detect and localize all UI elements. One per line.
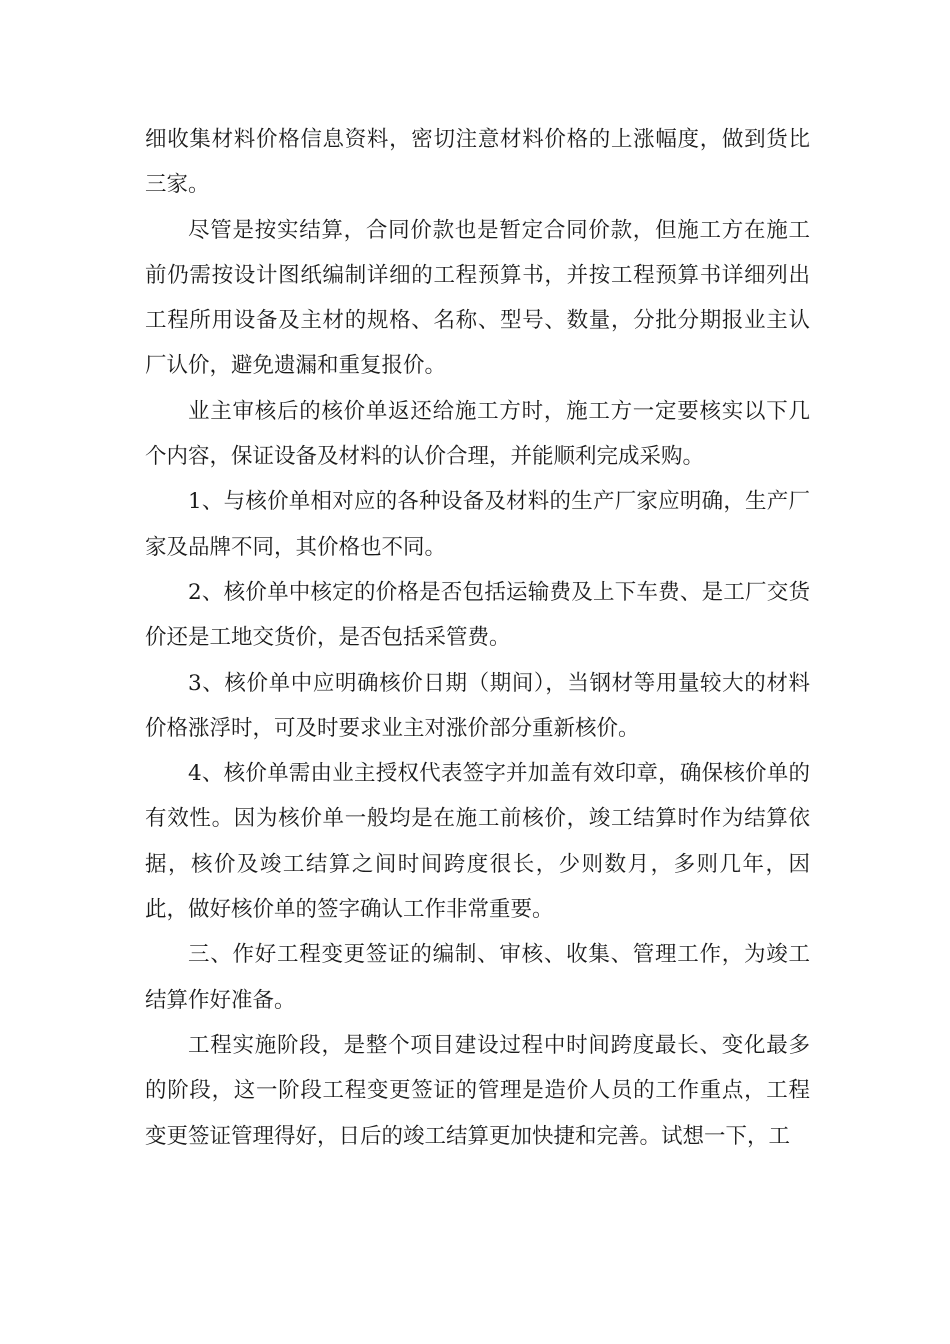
paragraph-implementation: 工程实施阶段，是整个项目建设过程中时间跨度最长、变化最多的阶段，这一阶段工程变更签证的管理是造价人员的工作重点，工程变更签证管理得好，日后的竣工结算更加快捷和完善。试想一下，工	[145, 1032, 810, 1149]
list-item-1: 1、与核价单相对应的各种设备及材料的生产厂家应明确，生产厂家及品牌不同，其价格也不同。	[145, 489, 810, 560]
list-item-2: 2、核价单中核定的价格是否包括运输费及上下车费、是工厂交货价还是工地交货价，是否包括采管费。	[145, 579, 810, 651]
paragraph-continuation: 细收集材料价格信息资料，密切注意材料价格的上涨幅度，做到货比三家。	[145, 127, 810, 198]
paragraph-owner-review: 业主审核后的核价单返还给施工方时，施工方一定要核实以下几个内容，保证设备及材料的认价合理，并能顺利完成采购。	[145, 398, 810, 470]
paragraph-settlement: 尽管是按实结算，合同价款也是暂定合同价款，但施工方在施工前仍需按设计图纸编制详细的工程预算书，并按工程预算书详细列出工程所用设备及主材的规格、名称、型号、数量，分批分期报业主认厂认价，避免遗漏和重复报价。	[145, 217, 810, 379]
document-body	[145, 117, 810, 1159]
list-item-4: 4、核价单需由业主授权代表签字并加盖有效印章，确保核价单的有效性。因为核价单一般均是在施工前核价，竣工结算时作为结算依据，核价及竣工结算之间时间跨度很长，少则数月，多则几年，因此，做好核价单的签字确认工作非常重要。	[145, 761, 810, 923]
section-heading-3: 三、作好工程变更签证的编制、审核、收集、管理工作，为竣工结算作好准备。	[145, 942, 810, 1013]
list-item-3: 3、核价单中应明确核价日期（期间），当钢材等用量较大的材料价格涨浮时，可及时要求业主对涨价部分重新核价。	[145, 670, 810, 741]
